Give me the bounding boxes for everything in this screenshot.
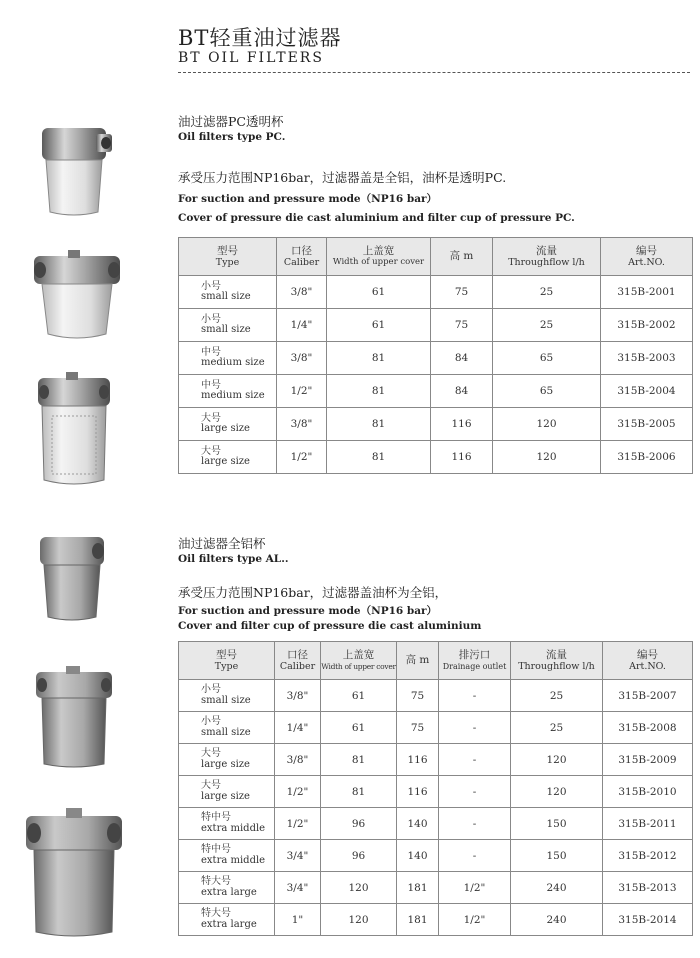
cell-height: 116 bbox=[397, 776, 439, 808]
section-pc-desc-en2: Cover of pressure die cast aluminium and filter cup of pressure PC. bbox=[178, 212, 575, 224]
cell-drain: 1/2" bbox=[439, 872, 511, 904]
col-flow: 流量 Throughflow l/h bbox=[511, 642, 603, 680]
cell-width: 81 bbox=[327, 441, 431, 474]
type-en: medium size bbox=[201, 390, 265, 401]
cell-drain: - bbox=[439, 840, 511, 872]
type-cn: 特中号 bbox=[201, 844, 231, 855]
type-en: large size bbox=[201, 423, 250, 434]
cell-art: 315B-2013 bbox=[603, 872, 693, 904]
cell-height: 140 bbox=[397, 808, 439, 840]
al-filter-small-photo bbox=[36, 533, 112, 625]
table-row bbox=[179, 840, 693, 872]
cell-width: 61 bbox=[327, 276, 431, 309]
type-cn: 大号 bbox=[201, 780, 221, 791]
cell-type bbox=[179, 408, 277, 441]
type-cn: 特中号 bbox=[201, 812, 231, 823]
table-row bbox=[179, 776, 693, 808]
section-pc-heading-en: Oil filters type PC. bbox=[178, 131, 286, 143]
col-drain: 排污口 Drainage outlet bbox=[439, 642, 511, 680]
cell-caliber: 1/2" bbox=[277, 441, 327, 474]
type-cn: 特大号 bbox=[201, 908, 231, 919]
cell-width: 81 bbox=[327, 375, 431, 408]
table-header-row bbox=[179, 642, 693, 680]
section-al-desc-en1: For suction and pressure mode（NP16 bar） bbox=[178, 605, 438, 617]
cell-flow: 25 bbox=[511, 680, 603, 712]
cell-width: 81 bbox=[327, 408, 431, 441]
cell-height: 84 bbox=[431, 375, 493, 408]
type-en: small size bbox=[201, 726, 251, 738]
cell-type bbox=[179, 776, 275, 808]
col-type: 型号 Type bbox=[179, 238, 277, 276]
cell-height: 75 bbox=[397, 712, 439, 744]
cell-flow: 150 bbox=[511, 808, 603, 840]
cell-caliber: 1/4" bbox=[277, 309, 327, 342]
cell-flow: 120 bbox=[511, 776, 603, 808]
cell-flow: 240 bbox=[511, 872, 603, 904]
type-en: large size bbox=[201, 790, 250, 802]
cell-drain: 1/2" bbox=[439, 904, 511, 936]
type-cn: 小号 bbox=[201, 684, 221, 695]
type-en: small size bbox=[201, 694, 251, 706]
cell-caliber: 3/8" bbox=[277, 276, 327, 309]
cell-height: 116 bbox=[431, 408, 493, 441]
cell-art: 315B-2008 bbox=[603, 712, 693, 744]
cell-flow: 120 bbox=[493, 408, 601, 441]
cell-width: 61 bbox=[321, 680, 397, 712]
cell-type bbox=[179, 808, 275, 840]
cell-width: 61 bbox=[327, 309, 431, 342]
section-pc-desc-en1: For suction and pressure mode（NP16 bar） bbox=[178, 193, 438, 205]
cell-type bbox=[179, 375, 277, 408]
table-row bbox=[179, 276, 693, 309]
cell-art: 315B-2009 bbox=[603, 744, 693, 776]
table-row bbox=[179, 375, 693, 408]
cell-type bbox=[179, 872, 275, 904]
cell-height: 116 bbox=[431, 441, 493, 474]
cell-art: 315B-2012 bbox=[603, 840, 693, 872]
type-en: large size bbox=[201, 456, 250, 467]
table-row bbox=[179, 872, 693, 904]
cell-width: 96 bbox=[321, 840, 397, 872]
cell-caliber: 1/2" bbox=[275, 808, 321, 840]
cell-width: 120 bbox=[321, 904, 397, 936]
cell-height: 84 bbox=[431, 342, 493, 375]
cell-flow: 25 bbox=[511, 712, 603, 744]
cell-width: 61 bbox=[321, 712, 397, 744]
table-row bbox=[179, 744, 693, 776]
type-cn: 大号 bbox=[201, 748, 221, 759]
cell-flow: 120 bbox=[511, 744, 603, 776]
cell-type bbox=[179, 342, 277, 375]
cell-caliber: 3/4" bbox=[275, 872, 321, 904]
cell-flow: 120 bbox=[493, 441, 601, 474]
col-type: 型号 Type bbox=[179, 642, 275, 680]
cell-drain: - bbox=[439, 712, 511, 744]
table-row bbox=[179, 712, 693, 744]
type-en: small size bbox=[201, 324, 251, 335]
page-title-cn: BT轻重油过滤器 bbox=[178, 26, 342, 50]
cell-type bbox=[179, 276, 277, 309]
section-al-desc-en2: Cover and filter cup of pressure die cast aluminium bbox=[178, 620, 482, 632]
cell-width: 120 bbox=[321, 872, 397, 904]
cell-type bbox=[179, 904, 275, 936]
type-cn: 大号 bbox=[201, 412, 221, 424]
cell-type bbox=[179, 441, 277, 474]
type-en: extra middle bbox=[201, 854, 266, 866]
type-cn: 中号 bbox=[201, 379, 221, 391]
type-en: extra middle bbox=[201, 822, 266, 834]
type-cn: 小号 bbox=[201, 280, 221, 292]
cell-art: 315B-2011 bbox=[603, 808, 693, 840]
cell-type bbox=[179, 680, 275, 712]
type-en: extra large bbox=[201, 918, 257, 930]
cell-flow: 25 bbox=[493, 309, 601, 342]
col-art: 编号 Art.NO. bbox=[601, 238, 693, 276]
section-pc-heading-cn: 油过滤器PC透明杯 bbox=[178, 114, 284, 129]
section-al-heading-en: Oil filters type AL.. bbox=[178, 553, 289, 565]
cell-art: 315B-2006 bbox=[601, 441, 693, 474]
cell-art: 315B-2001 bbox=[601, 276, 693, 309]
table-header-row bbox=[179, 238, 693, 276]
type-cn: 中号 bbox=[201, 346, 221, 358]
cell-art: 315B-2004 bbox=[601, 375, 693, 408]
cell-type bbox=[179, 840, 275, 872]
cell-flow: 65 bbox=[493, 375, 601, 408]
cell-caliber: 3/8" bbox=[277, 408, 327, 441]
cell-type bbox=[179, 712, 275, 744]
cell-art: 315B-2010 bbox=[603, 776, 693, 808]
cell-caliber: 1" bbox=[275, 904, 321, 936]
table-row bbox=[179, 680, 693, 712]
cell-width: 96 bbox=[321, 808, 397, 840]
type-cn: 小号 bbox=[201, 313, 221, 325]
cell-art: 315B-2005 bbox=[601, 408, 693, 441]
col-flow: 流量 Throughflow l/h bbox=[493, 238, 601, 276]
spec-table-pc bbox=[178, 237, 693, 474]
spec-table-al bbox=[178, 641, 693, 936]
col-height: 高 m bbox=[431, 238, 493, 276]
table-row bbox=[179, 904, 693, 936]
al-filter-extra-large-photo bbox=[24, 808, 124, 940]
cell-type bbox=[179, 744, 275, 776]
cell-drain: - bbox=[439, 680, 511, 712]
type-cn: 大号 bbox=[201, 445, 221, 457]
pc-filter-large-photo bbox=[34, 372, 114, 490]
cell-drain: - bbox=[439, 744, 511, 776]
table-row bbox=[179, 342, 693, 375]
cell-flow: 65 bbox=[493, 342, 601, 375]
al-filter-large-photo bbox=[34, 666, 114, 772]
cell-width: 81 bbox=[321, 776, 397, 808]
cell-width: 81 bbox=[327, 342, 431, 375]
col-caliber: 口径 Caliber bbox=[275, 642, 321, 680]
section-al-heading-cn: 油过滤器全铝杯 bbox=[178, 536, 266, 551]
cell-type bbox=[179, 309, 277, 342]
cell-caliber: 1/4" bbox=[275, 712, 321, 744]
type-en: small size bbox=[201, 291, 251, 302]
table-row bbox=[179, 441, 693, 474]
cell-caliber: 3/8" bbox=[275, 744, 321, 776]
cell-width: 81 bbox=[321, 744, 397, 776]
section-pc-desc-cn: 承受压力范围NP16bar，过滤器盖是全铝，油杯是透明PC. bbox=[178, 170, 507, 185]
col-caliber: 口径 Caliber bbox=[277, 238, 327, 276]
col-width: 上盖宽 Width of upper cover bbox=[327, 238, 431, 276]
type-cn: 特大号 bbox=[201, 876, 231, 887]
type-en: medium size bbox=[201, 357, 265, 368]
cell-art: 315B-2003 bbox=[601, 342, 693, 375]
col-width: 上盖宽 Width of upper cover bbox=[321, 642, 397, 680]
cell-height: 181 bbox=[397, 872, 439, 904]
cell-flow: 25 bbox=[493, 276, 601, 309]
cell-height: 75 bbox=[397, 680, 439, 712]
pc-filter-medium-photo bbox=[30, 250, 126, 342]
page-title-en: BT OIL FILTERS bbox=[178, 50, 324, 66]
cell-caliber: 1/2" bbox=[275, 776, 321, 808]
cell-caliber: 3/4" bbox=[275, 840, 321, 872]
type-cn: 小号 bbox=[201, 716, 221, 727]
type-en: extra large bbox=[201, 886, 257, 898]
cell-height: 140 bbox=[397, 840, 439, 872]
col-height: 高 m bbox=[397, 642, 439, 680]
cell-flow: 240 bbox=[511, 904, 603, 936]
dashed-divider bbox=[178, 72, 690, 73]
cell-height: 181 bbox=[397, 904, 439, 936]
cell-art: 315B-2014 bbox=[603, 904, 693, 936]
section-al-desc-cn: 承受压力范围NP16bar，过滤器盖油杯为全铝， bbox=[178, 585, 448, 600]
cell-caliber: 1/2" bbox=[277, 375, 327, 408]
cell-caliber: 3/8" bbox=[277, 342, 327, 375]
table-row bbox=[179, 808, 693, 840]
col-art: 编号 Art.NO. bbox=[603, 642, 693, 680]
cell-art: 315B-2002 bbox=[601, 309, 693, 342]
cell-height: 75 bbox=[431, 309, 493, 342]
cell-drain: - bbox=[439, 776, 511, 808]
cell-flow: 150 bbox=[511, 840, 603, 872]
cell-height: 75 bbox=[431, 276, 493, 309]
cell-art: 315B-2007 bbox=[603, 680, 693, 712]
cell-height: 116 bbox=[397, 744, 439, 776]
pc-filter-small-photo bbox=[36, 120, 118, 220]
cell-drain: - bbox=[439, 808, 511, 840]
table-row bbox=[179, 309, 693, 342]
type-en: large size bbox=[201, 758, 250, 770]
cell-caliber: 3/8" bbox=[275, 680, 321, 712]
table-row bbox=[179, 408, 693, 441]
